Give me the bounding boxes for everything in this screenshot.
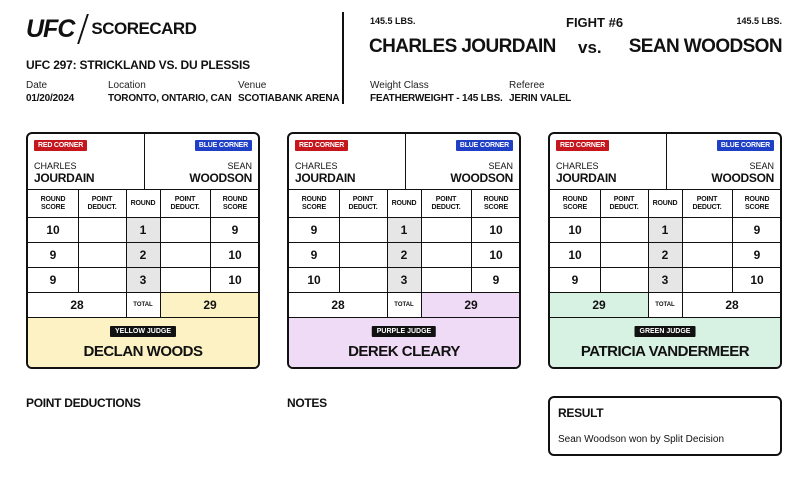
document-title: SCORECARD — [91, 19, 197, 38]
column-divider — [421, 268, 422, 292]
red-round-score-header: ROUND SCORE — [562, 195, 588, 211]
column-divider — [78, 218, 79, 242]
logo-divider — [78, 14, 90, 44]
red-point-deduction — [600, 243, 648, 267]
referee-label: Referee — [509, 80, 545, 91]
blue-point-deduction — [160, 268, 210, 292]
judge-color-tag: GREEN JUDGE — [635, 326, 696, 337]
notes-heading: NOTES — [287, 396, 327, 410]
location-label: Location — [108, 80, 146, 91]
red-round-score: 10 — [307, 273, 321, 287]
event-name: UFC 297: STRICKLAND VS. DU PLESSIS — [26, 58, 250, 72]
blue-round-score: 9 — [753, 223, 761, 237]
blue-point-deduction — [421, 268, 471, 292]
weight-class-value: FEATHERWEIGHT - 145 LBS. — [370, 93, 503, 104]
blue-round-score-header: ROUND SCORE — [222, 195, 248, 211]
blue-corner-tag: BLUE CORNER — [717, 140, 774, 151]
column-divider — [210, 243, 211, 267]
blue-first-name: SEAN — [227, 161, 252, 171]
red-first-name: CHARLES — [295, 161, 338, 171]
red-point-deduct-header: POINT DEDUCT. — [609, 195, 639, 211]
column-divider — [387, 293, 388, 317]
round-number: 3 — [387, 268, 421, 292]
round-row — [289, 218, 519, 243]
venue-value: SCOTIABANK ARENA — [238, 93, 340, 104]
column-divider — [648, 293, 649, 317]
blue-point-deduction — [421, 218, 471, 242]
round-number: 1 — [648, 218, 682, 242]
red-total-score: 28 — [70, 298, 84, 312]
column-header-row — [28, 190, 258, 218]
ufc-logo — [26, 14, 196, 44]
ufc-logo-text: UFC — [26, 14, 75, 43]
round-number: 2 — [126, 243, 160, 267]
total-row — [28, 293, 258, 318]
blue-total-score: 29 — [160, 293, 260, 317]
red-round-score: 10 — [568, 248, 582, 262]
round-row — [28, 218, 258, 243]
red-round-score: 10 — [46, 223, 60, 237]
column-divider — [732, 218, 733, 242]
column-divider — [421, 190, 422, 217]
column-divider — [387, 243, 388, 267]
red-first-name: CHARLES — [34, 161, 77, 171]
blue-corner-tag: BLUE CORNER — [195, 140, 252, 151]
date-value: 01/20/2024 — [26, 93, 75, 104]
blue-round-score: 10 — [750, 273, 764, 287]
round-number: 1 — [126, 218, 160, 242]
round-number: 3 — [648, 268, 682, 292]
red-point-deduct-header: POINT DEDUCT. — [348, 195, 378, 211]
column-divider — [600, 243, 601, 267]
red-point-deduction — [78, 268, 126, 292]
column-divider — [682, 243, 683, 267]
red-first-name: CHARLES — [556, 161, 599, 171]
judge-area — [28, 318, 258, 369]
blue-corner-tag: BLUE CORNER — [456, 140, 513, 151]
card-header — [28, 134, 258, 190]
point-deductions-heading: POINT DEDUCTIONS — [26, 396, 141, 410]
round-row — [550, 243, 780, 268]
blue-point-deduction — [682, 218, 732, 242]
date-label: Date — [26, 80, 48, 91]
column-divider — [126, 268, 127, 292]
score-card — [287, 132, 521, 369]
blue-round-score: 10 — [228, 273, 242, 287]
total-row — [550, 293, 780, 318]
column-divider — [126, 190, 127, 217]
column-divider — [682, 293, 683, 317]
judge-color-tag: PURPLE JUDGE — [372, 326, 436, 337]
column-divider — [600, 268, 601, 292]
blue-last-name: WOODSON — [711, 171, 774, 185]
column-divider — [471, 218, 472, 242]
column-divider — [339, 268, 340, 292]
red-point-deduct-header: POINT DEDUCT. — [87, 195, 117, 211]
result-heading: RESULT — [558, 406, 604, 420]
column-divider — [732, 268, 733, 292]
blue-fighter-name: SEAN WOODSON — [628, 36, 782, 57]
red-round-score: 9 — [49, 273, 57, 287]
total-label: TOTAL — [655, 302, 675, 308]
column-divider — [78, 190, 79, 217]
blue-point-deduction — [421, 243, 471, 267]
column-divider — [387, 268, 388, 292]
round-header: ROUND — [126, 190, 160, 217]
referee-value: JERIN VALEL — [509, 93, 572, 104]
blue-point-deduction — [682, 243, 732, 267]
red-last-name: JOURDAIN — [556, 171, 617, 185]
blue-round-score: 10 — [228, 248, 242, 262]
header-divider — [342, 12, 344, 104]
result-box — [548, 396, 782, 456]
round-row — [550, 218, 780, 243]
column-divider — [126, 218, 127, 242]
column-divider — [339, 243, 340, 267]
column-divider — [421, 293, 422, 317]
total-label: TOTAL — [133, 302, 153, 308]
fight-number: FIGHT #6 — [566, 15, 624, 30]
total-label: TOTAL — [394, 302, 414, 308]
round-number: 3 — [126, 268, 160, 292]
column-divider — [471, 268, 472, 292]
round-number: 1 — [387, 218, 421, 242]
column-divider — [78, 243, 79, 267]
judge-area — [550, 318, 780, 369]
column-divider — [387, 190, 388, 217]
round-row — [28, 268, 258, 293]
column-divider — [126, 293, 127, 317]
blue-round-score: 9 — [231, 223, 239, 237]
blue-point-deduct-header: POINT DEDUCT. — [170, 195, 200, 211]
red-round-score: 9 — [571, 273, 579, 287]
column-divider — [648, 190, 649, 217]
result-text: Sean Woodson won by Split Decision — [558, 434, 725, 445]
versus-label: vs. — [578, 38, 602, 57]
blue-fighter-weight: 145.5 LBS. — [736, 16, 782, 26]
blue-total-score: 29 — [421, 293, 521, 317]
blue-point-deduct-header: POINT DEDUCT. — [431, 195, 461, 211]
column-divider — [339, 218, 340, 242]
card-header-divider — [144, 134, 145, 190]
red-point-deduction — [600, 268, 648, 292]
red-point-deduction — [339, 218, 387, 242]
column-divider — [160, 218, 161, 242]
column-header-row — [550, 190, 780, 218]
blue-round-score: 10 — [489, 223, 503, 237]
blue-round-score-header: ROUND SCORE — [744, 195, 770, 211]
red-corner-tag: RED CORNER — [556, 140, 609, 151]
red-fighter-name: CHARLES JOURDAIN — [369, 36, 556, 57]
red-last-name: JOURDAIN — [34, 171, 95, 185]
card-header — [550, 134, 780, 190]
red-round-score: 9 — [310, 248, 318, 262]
total-row — [289, 293, 519, 318]
card-header-divider — [666, 134, 667, 190]
red-point-deduction — [339, 243, 387, 267]
judge-area — [289, 318, 519, 369]
red-point-deduction — [339, 268, 387, 292]
red-round-score-header: ROUND SCORE — [40, 195, 66, 211]
column-divider — [160, 243, 161, 267]
column-divider — [600, 218, 601, 242]
red-round-score: 9 — [49, 248, 57, 262]
red-total-score: 28 — [331, 298, 345, 312]
red-round-score-header: ROUND SCORE — [301, 195, 327, 211]
blue-round-score: 9 — [492, 273, 500, 287]
blue-first-name: SEAN — [488, 161, 513, 171]
column-divider — [210, 190, 211, 217]
red-last-name: JOURDAIN — [295, 171, 356, 185]
round-row — [550, 268, 780, 293]
column-divider — [648, 243, 649, 267]
red-corner-tag: RED CORNER — [34, 140, 87, 151]
blue-first-name: SEAN — [749, 161, 774, 171]
column-divider — [682, 190, 683, 217]
judge-color-tag: YELLOW JUDGE — [110, 326, 176, 337]
column-divider — [339, 190, 340, 217]
column-divider — [78, 268, 79, 292]
blue-point-deduction — [160, 218, 210, 242]
column-divider — [732, 243, 733, 267]
column-divider — [160, 190, 161, 217]
column-divider — [648, 218, 649, 242]
venue-label: Venue — [238, 80, 267, 91]
column-divider — [387, 218, 388, 242]
column-divider — [682, 268, 683, 292]
round-row — [289, 268, 519, 293]
column-divider — [160, 293, 161, 317]
judge-name: DECLAN WOODS — [83, 343, 203, 360]
red-point-deduction — [78, 218, 126, 242]
score-card — [26, 132, 260, 369]
column-divider — [210, 268, 211, 292]
red-round-score: 10 — [568, 223, 582, 237]
weight-class-label: Weight Class — [370, 80, 429, 91]
red-round-score: 9 — [310, 223, 318, 237]
column-divider — [682, 218, 683, 242]
blue-point-deduct-header: POINT DEDUCT. — [692, 195, 722, 211]
round-row — [289, 243, 519, 268]
round-header: ROUND — [387, 190, 421, 217]
red-point-deduction — [78, 243, 126, 267]
column-divider — [210, 218, 211, 242]
blue-round-score: 10 — [489, 248, 503, 262]
judge-name: PATRICIA VANDERMEER — [580, 343, 750, 360]
column-header-row — [289, 190, 519, 218]
round-number: 2 — [648, 243, 682, 267]
blue-round-score-header: ROUND SCORE — [483, 195, 509, 211]
blue-point-deduction — [160, 243, 210, 267]
red-corner-tag: RED CORNER — [295, 140, 348, 151]
blue-point-deduction — [682, 268, 732, 292]
card-header — [289, 134, 519, 190]
column-divider — [600, 190, 601, 217]
round-number: 2 — [387, 243, 421, 267]
red-fighter-weight: 145.5 LBS. — [370, 16, 416, 26]
blue-last-name: WOODSON — [189, 171, 252, 185]
judge-name: DEREK CLEARY — [348, 343, 460, 360]
red-total-score: 29 — [550, 293, 648, 317]
column-divider — [471, 190, 472, 217]
location-value: TORONTO, ONTARIO, CAN — [108, 93, 232, 104]
column-divider — [126, 243, 127, 267]
card-header-divider — [405, 134, 406, 190]
blue-round-score: 9 — [753, 248, 761, 262]
column-divider — [648, 268, 649, 292]
column-divider — [160, 268, 161, 292]
column-divider — [471, 243, 472, 267]
score-card — [548, 132, 782, 369]
column-divider — [421, 243, 422, 267]
red-point-deduction — [600, 218, 648, 242]
blue-last-name: WOODSON — [450, 171, 513, 185]
column-divider — [732, 190, 733, 217]
column-divider — [421, 218, 422, 242]
blue-total-score: 28 — [725, 298, 739, 312]
round-header: ROUND — [648, 190, 682, 217]
round-row — [28, 243, 258, 268]
